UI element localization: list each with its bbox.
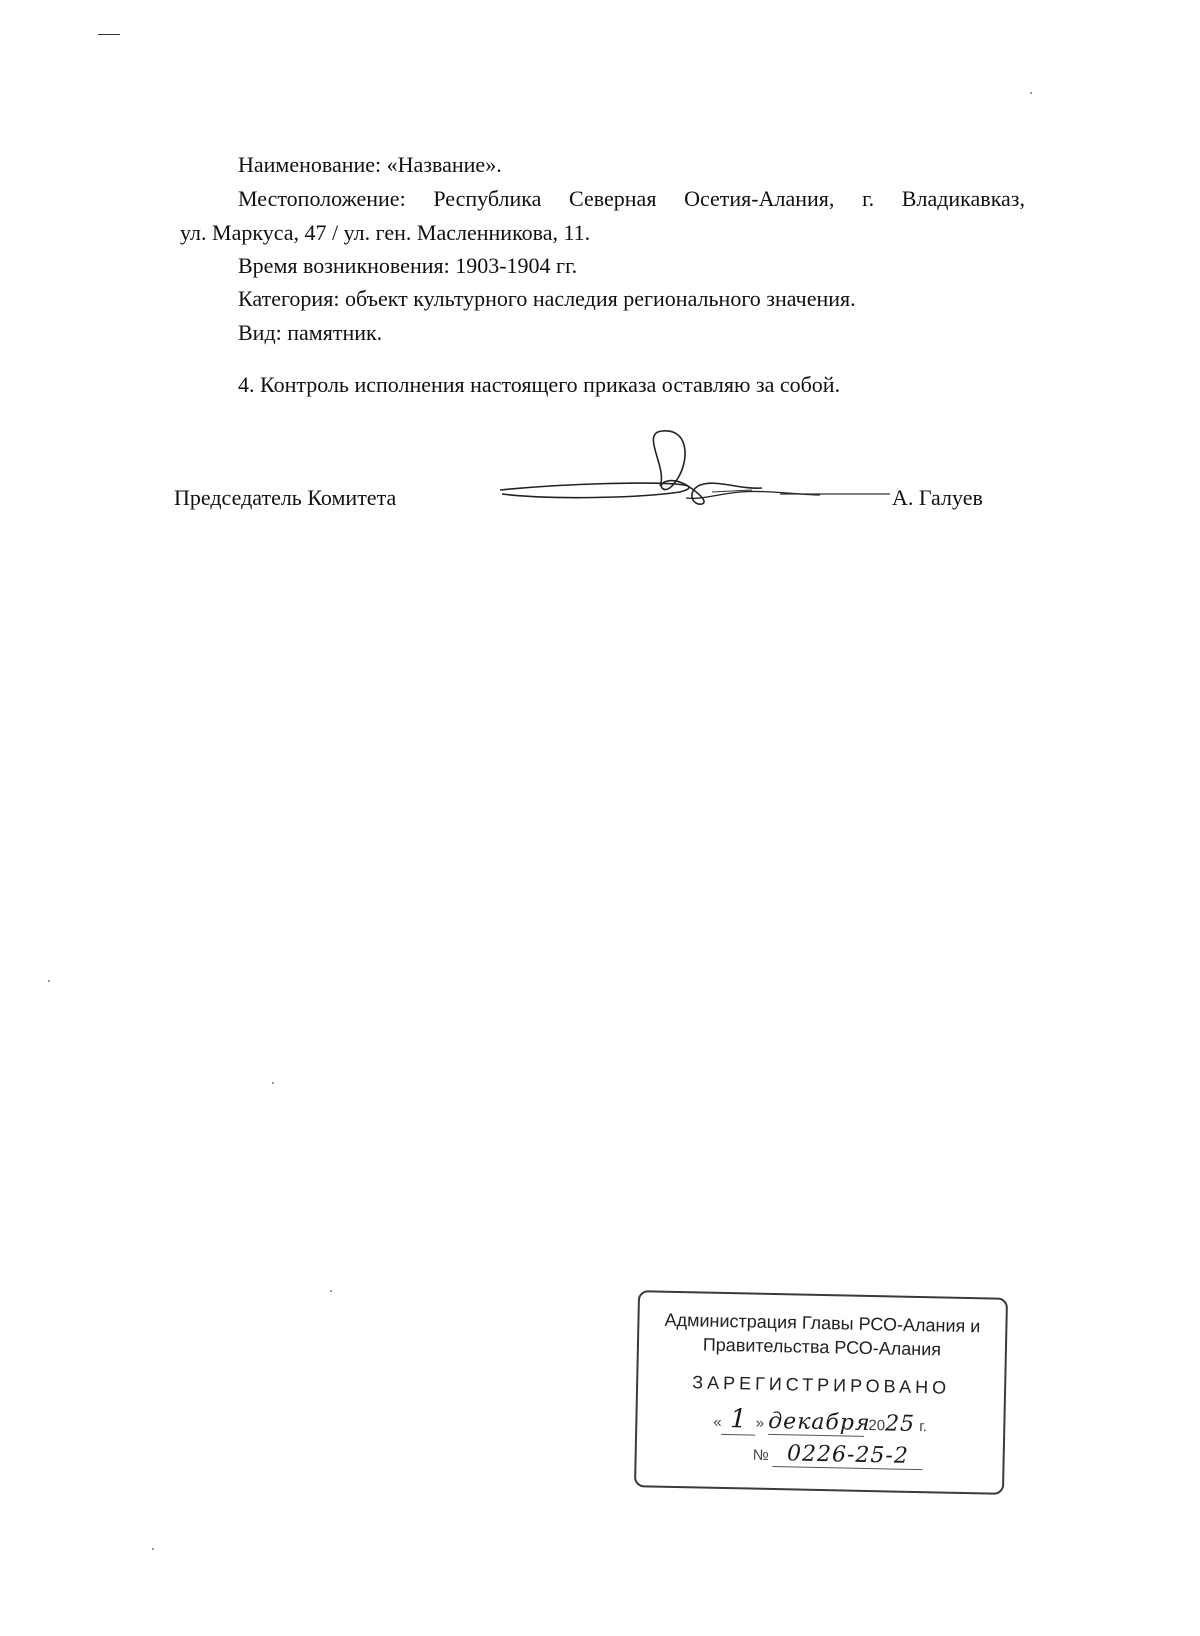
location-line-2: ул. Маркуса, 47 / ул. ген. Масленникова, 11.: [180, 220, 591, 245]
stamp-number-row: [752, 1441, 992, 1472]
stamp-org-line-1: Администрация Главы РСО-Алания и: [664, 1309, 981, 1337]
handwritten-signature: [490, 428, 890, 528]
stamp-quote-open: «: [713, 1413, 722, 1431]
scan-speck: [152, 1548, 154, 1550]
signatory-role: Председатель Комитета: [174, 485, 397, 510]
scan-speck: [272, 1082, 274, 1084]
stamp-number-label: №: [752, 1446, 769, 1464]
stamp-date-month: декабря: [767, 1408, 871, 1437]
category-line: Категория: объект культурного наследия регионального значения.: [238, 286, 856, 311]
time-line: Время возникновения: 1903-1904 гг.: [238, 253, 578, 278]
scan-speck: [330, 1290, 332, 1292]
scan-speck: [1030, 92, 1032, 94]
control-line: 4. Контроль исполнения настоящего приказа оставляю за собой.: [238, 372, 841, 397]
stamp-year-suffix: 25: [884, 1411, 916, 1437]
stamp-quote-close: »: [755, 1414, 765, 1432]
registration-stamp: [634, 1290, 1008, 1495]
kind-line: Вид: памятник.: [238, 320, 383, 345]
stamp-registered-label: ЗАРЕГИСТРИРОВАНО: [691, 1372, 951, 1398]
corner-mark: [98, 34, 120, 35]
stamp-year-prefix: 20: [868, 1417, 886, 1435]
scan-speck: [48, 980, 50, 982]
signatory-name: А. Галуев: [892, 485, 983, 510]
name-line: Наименование: «Название».: [238, 152, 502, 177]
stamp-org-line-2: Правительства РСО-Алания: [702, 1334, 942, 1360]
stamp-number-value: 0226-25-2: [786, 1441, 910, 1469]
location-line-1: Местоположение: Республика Северная Осетия-Алания, г. Владикавказ,: [238, 186, 1025, 211]
stamp-date-day: 1: [729, 1404, 748, 1435]
stamp-year-unit: г.: [919, 1418, 928, 1436]
stamp-date-row: [713, 1404, 1014, 1441]
